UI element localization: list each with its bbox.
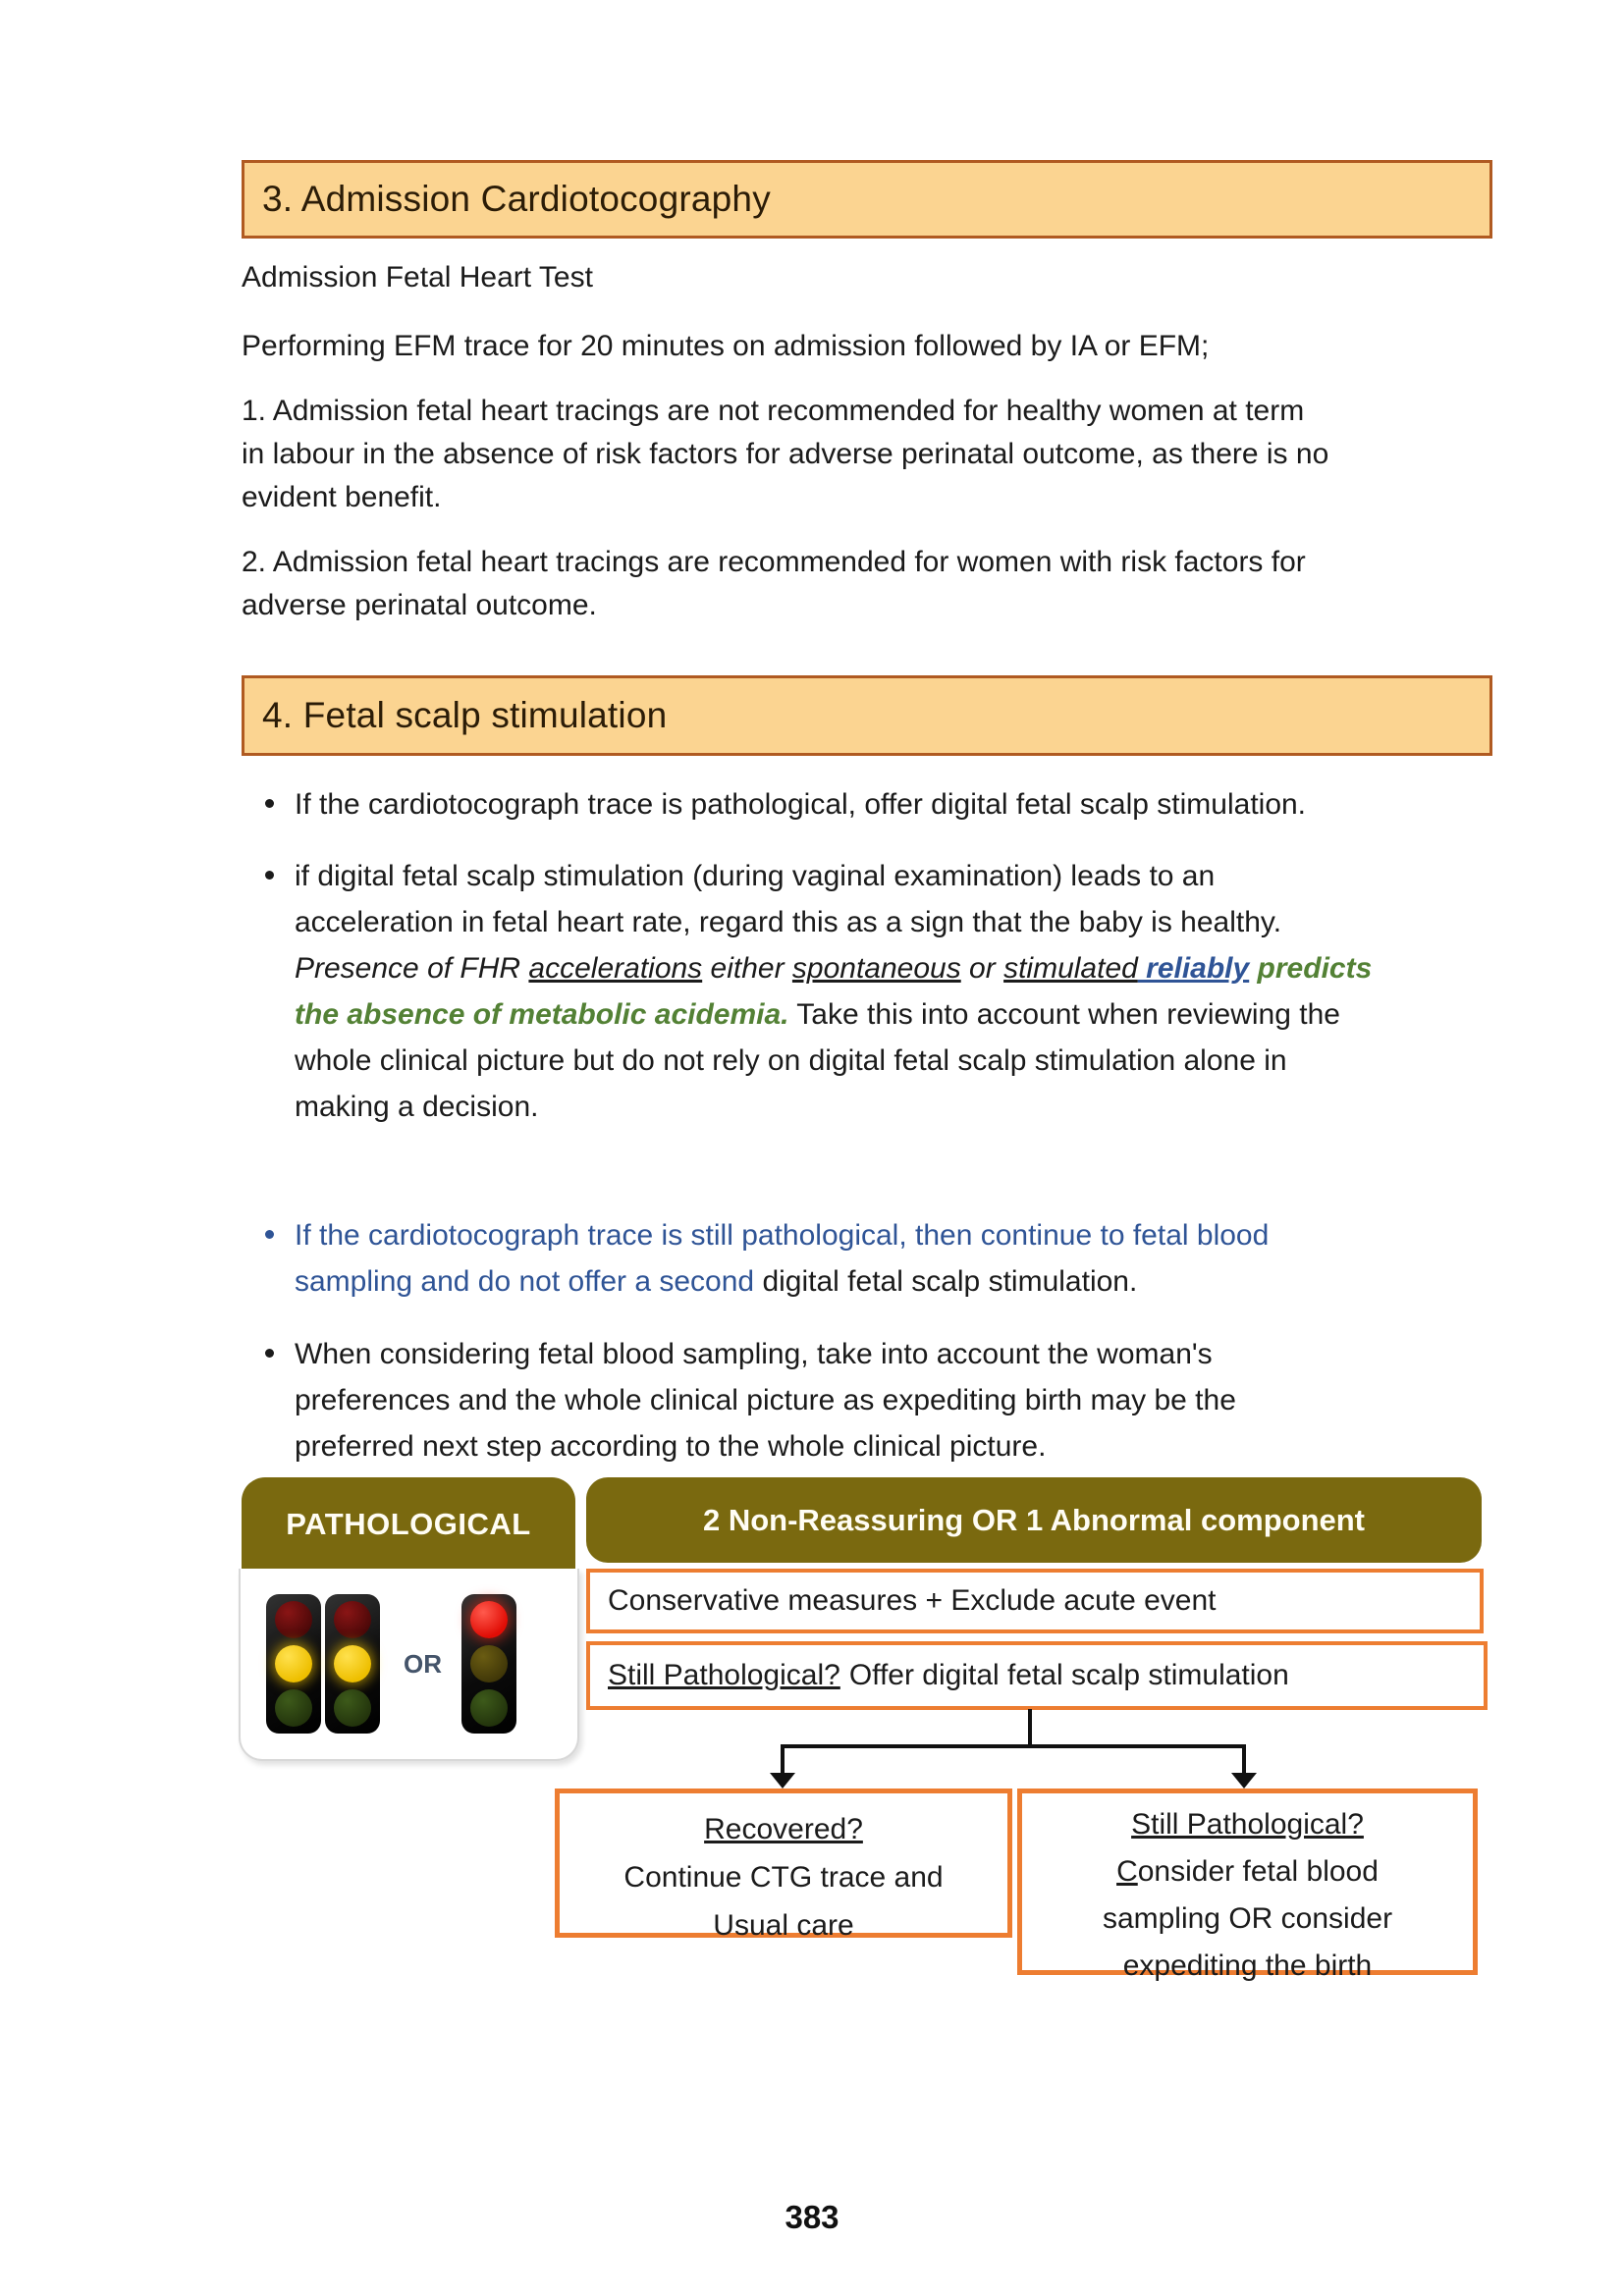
connector-stem — [1028, 1709, 1032, 1748]
bullet-dot — [265, 1349, 274, 1358]
underlined-italic-text: stimulated — [1003, 952, 1138, 985]
recovered-line-2: Usual care — [713, 1909, 854, 1942]
traffic-light-icon — [266, 1594, 321, 1734]
admission-point-2 — [242, 541, 1492, 627]
pathological-label: PATHOLOGICAL — [286, 1506, 531, 1541]
text-column — [242, 0, 1492, 1469]
traffic-light-icon — [461, 1594, 516, 1734]
paragraph-line: adverse perinatal outcome. — [242, 589, 597, 621]
section-3-title: 3. Admission Cardiotocography — [262, 179, 771, 219]
bullet-1-text: If the cardiotocograph trace is pathological, offer digital fetal scalp stimulation. — [295, 788, 1307, 821]
red-lamp — [334, 1601, 371, 1638]
section-4-header — [242, 675, 1492, 756]
offer-stimulation-label: Offer digital fetal scalp stimulation — [848, 1659, 1289, 1691]
amber-lamp — [470, 1645, 508, 1682]
consider-line-1: onsider fetal blood — [1137, 1855, 1379, 1888]
underlined-italic-text: spontaneous — [791, 952, 961, 985]
green-emphasis-text: predicts — [1249, 952, 1373, 985]
down-arrow-icon — [1231, 1773, 1257, 1789]
offer-stimulation-box — [586, 1641, 1488, 1710]
amber-lamp — [334, 1645, 371, 1682]
bullet-item-4 — [242, 1331, 1492, 1469]
component-header-label: 2 Non-Reassuring OR 1 Abnormal component — [702, 1502, 1366, 1537]
pathological-header — [242, 1477, 575, 1571]
paragraph-line: in labour in the absence of risk factors for adverse perinatal outcome, as there is no — [242, 438, 1329, 470]
conservative-measures-box — [586, 1569, 1484, 1633]
italic-text: either — [702, 952, 792, 985]
section-4-title: 4. Fetal scalp stimulation — [262, 695, 668, 735]
bullet-2-line-6: making a decision. — [295, 1091, 539, 1123]
paragraph-line: evident benefit. — [242, 481, 442, 513]
bullet-3-line-2: digital fetal scalp stimulation. — [762, 1265, 1138, 1298]
bullet-3-text — [295, 1212, 1492, 1305]
green-lamp — [275, 1689, 312, 1727]
green-lamp — [334, 1689, 371, 1727]
down-arrow-icon — [770, 1773, 795, 1789]
bullet-2-text — [295, 853, 1492, 1130]
recovered-title: Recovered? — [704, 1813, 863, 1845]
connector-right-drop — [1242, 1744, 1246, 1776]
page-number: 383 — [785, 2199, 839, 2235]
connector-horizontal — [781, 1744, 1246, 1748]
recovered-box — [555, 1789, 1012, 1942]
blue-text: If the cardiotocograph trace is still pathological, then continue to fetal blood — [295, 1219, 1270, 1252]
consider-initial: C — [1116, 1855, 1138, 1888]
green-emphasis-text: the absence of metabolic acidemia. — [295, 998, 789, 1031]
traffic-light-panel — [239, 1569, 579, 1761]
red-lamp — [275, 1601, 312, 1638]
bullet-dot — [265, 1230, 274, 1239]
conservative-measures-label: Conservative measures + Exclude acute event — [608, 1584, 1217, 1617]
amber-lamp — [275, 1645, 312, 1682]
admission-subtitle: Admission Fetal Heart Test — [242, 261, 593, 294]
still-pathological-question: Still Pathological? — [608, 1659, 840, 1691]
bullet-2-line-2: acceleration in fetal heart rate, regard this as a sign that the baby is healthy. — [295, 906, 1282, 938]
bullet-4-line-3: preferred next step according to the whole clinical picture. — [295, 1430, 1047, 1463]
paragraph-line: 2. Admission fetal heart tracings are recommended for women with risk factors for — [242, 546, 1306, 578]
blue-emphasis-text: reliably — [1137, 952, 1250, 985]
bullet-dot — [265, 871, 274, 880]
bullet-2-line-4: Take this into account when reviewing the — [788, 998, 1340, 1031]
bullet-dot — [265, 799, 274, 808]
bullet-item-3 — [242, 1212, 1492, 1305]
blue-text: sampling and do not offer a second — [295, 1265, 763, 1298]
section-3-header — [242, 160, 1492, 239]
bullet-2-line-5: whole clinical picture but do not rely on digital fetal scalp stimulation alone in — [295, 1044, 1287, 1077]
component-header — [586, 1477, 1482, 1563]
consider-line-3: expediting the birth — [1122, 1949, 1373, 1982]
italic-text: Presence of FHR — [295, 952, 529, 985]
paragraph-line: 1. Admission fetal heart tracings are not recommended for healthy women at term — [242, 395, 1305, 427]
green-lamp — [470, 1689, 508, 1727]
recovered-line-1: Continue CTG trace and — [623, 1861, 944, 1894]
admission-point-1 — [242, 390, 1492, 519]
bullet-2-line-1: if digital fetal scalp stimulation (during vaginal examination) leads to an — [295, 860, 1216, 892]
red-lamp — [470, 1601, 508, 1638]
still-pathological-title: Still Pathological? — [1131, 1808, 1364, 1841]
admission-intro: Performing EFM trace for 20 minutes on admission followed by IA or EFM; — [242, 330, 1210, 362]
italic-text: or — [960, 952, 1004, 985]
bullet-4-line-1: When considering fetal blood sampling, take into account the woman's — [295, 1338, 1213, 1370]
still-pathological-box — [1017, 1789, 1478, 1982]
consider-line-2: sampling OR consider — [1102, 1902, 1393, 1935]
underlined-italic-text: accelerations — [528, 952, 703, 985]
bullet-item-1 — [242, 781, 1492, 828]
or-label: OR — [404, 1648, 442, 1679]
traffic-light-icon — [325, 1594, 380, 1734]
connector-left-drop — [781, 1744, 785, 1776]
bullet-item-2 — [242, 853, 1492, 1130]
bullet-4-text — [295, 1331, 1492, 1469]
bullet-4-line-2: preferences and the whole clinical picture as expediting birth may be the — [295, 1384, 1236, 1416]
